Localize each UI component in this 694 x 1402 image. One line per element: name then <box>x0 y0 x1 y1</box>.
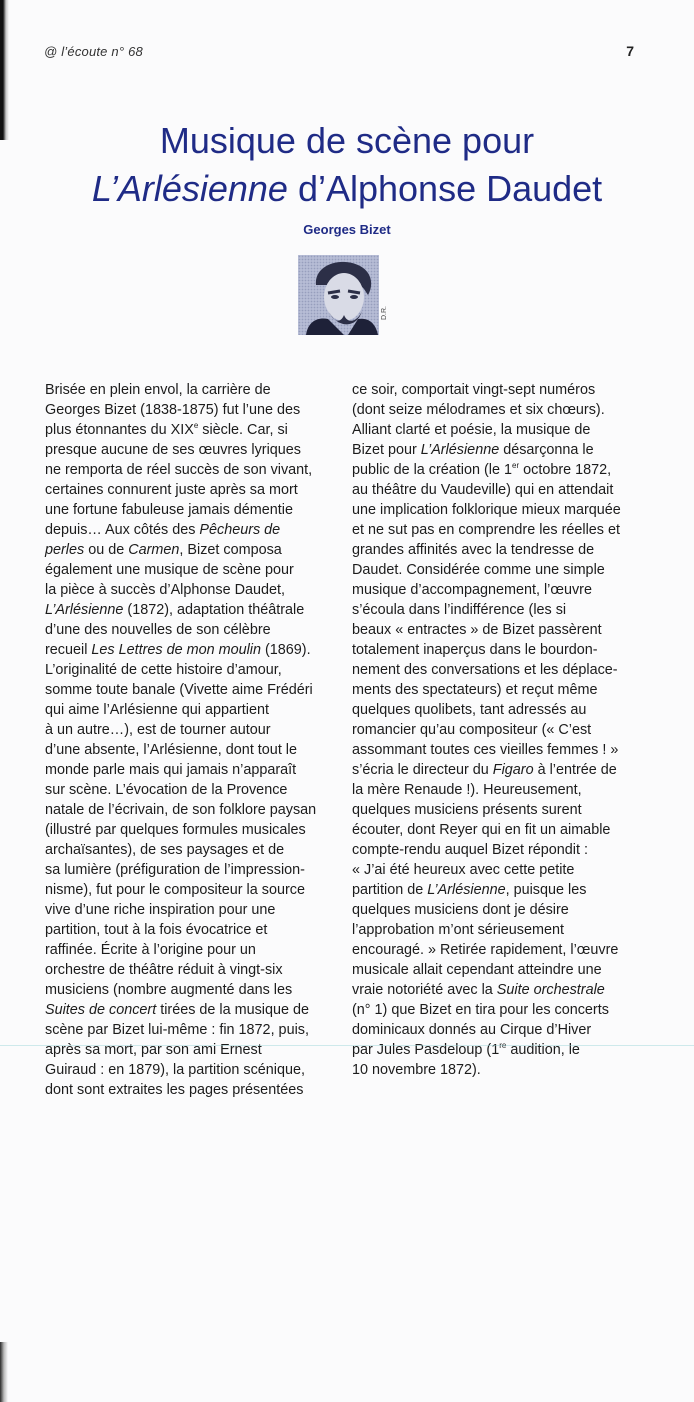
text-line <box>45 1080 330 1100</box>
text-run: public de la création (le 1 <box>352 462 512 478</box>
text-run: s’écoula dans l’indifférence (les si <box>352 602 567 618</box>
text-run: ou de <box>84 542 129 558</box>
text-line <box>45 620 330 640</box>
text-run: orchestre de théâtre réduit à vingt-six <box>45 962 283 978</box>
text-run: désarçonna le <box>499 442 594 458</box>
text-line <box>352 1040 652 1060</box>
text-line <box>45 720 330 740</box>
text-line <box>352 880 652 900</box>
text-run: compte-rendu auquel Bizet répondit : <box>352 842 588 858</box>
text-run: vraie notoriété avec la <box>352 982 497 998</box>
text-run: plus étonnantes du XIX <box>45 422 194 438</box>
text-line <box>352 400 652 420</box>
text-line <box>45 680 330 700</box>
text-run: une implication folklorique mieux marquée <box>352 502 621 518</box>
italic-title: L’Arlésienne <box>420 442 500 458</box>
text-run: somme toute banale (Vivette aime Frédéri <box>45 682 313 698</box>
text-line <box>45 900 330 920</box>
italic-title: perles <box>45 542 85 558</box>
running-head: @ l’écoute n° 68 <box>44 44 143 59</box>
text-run: (1872), adaptation théâtrale <box>123 602 305 618</box>
italic-title: Figaro <box>492 762 534 778</box>
text-line <box>352 420 652 440</box>
text-line <box>45 400 330 420</box>
text-line <box>45 380 330 400</box>
text-run: Brisée en plein envol, la carrière de <box>45 382 271 398</box>
text-run: à l’entrée de <box>533 762 617 778</box>
text-line <box>352 440 652 460</box>
article-title-line1: Musique de scène pour <box>159 120 535 161</box>
composer-portrait <box>298 255 379 335</box>
superscript: e <box>193 421 199 430</box>
text-run: l’approbation m’ont sérieusement <box>352 922 564 938</box>
text-run: quelques musiciens présents surent <box>352 802 582 818</box>
text-run: également une musique de scène pour <box>45 562 294 578</box>
text-line <box>45 500 330 520</box>
text-line <box>352 680 652 700</box>
text-run: (1869). <box>260 642 311 658</box>
text-line <box>352 800 652 820</box>
text-line <box>352 720 652 740</box>
text-line <box>352 620 652 640</box>
text-line <box>45 440 330 460</box>
text-run: quelques musiciens dont je désire <box>352 902 569 918</box>
text-run: , puisque les <box>505 882 587 898</box>
text-run: d’une des nouvelles de son célèbre <box>45 622 271 638</box>
text-run: certaines connurent juste après sa mort <box>45 482 298 498</box>
text-run: encouragé. » Retirée rapidement, l’œuvre <box>352 942 619 958</box>
text-run: totalement inaperçus dans le bourdon- <box>352 642 598 658</box>
title-rest: d’Alphonse Daudet <box>287 168 603 209</box>
superscript: re <box>499 1041 507 1050</box>
text-run: nisme), fut pour le compositeur la source <box>45 882 305 898</box>
italic-title: Les Lettres de mon moulin <box>91 642 261 658</box>
text-line <box>45 920 330 940</box>
italic-title: Suites de concert <box>45 1002 157 1018</box>
text-column-left <box>45 380 330 1100</box>
text-run: raffinée. Écrite à l’origine pour un <box>45 942 256 958</box>
text-run: « J’ai été heureux avec cette petite <box>352 862 575 878</box>
text-line <box>45 600 330 620</box>
text-line <box>45 940 330 960</box>
text-line <box>352 1000 652 1020</box>
text-run: sur scène. L’évocation de la Provence <box>45 782 288 798</box>
text-run: une fortune fabuleuse jamais démentie <box>45 502 293 518</box>
text-run: et ne sut pas en comprendre les réelles et <box>352 522 620 538</box>
text-run: nement des conversations et les déplace- <box>352 662 618 678</box>
text-run: la pièce à succès d’Alphonse Daudet, <box>45 582 285 598</box>
text-line <box>45 480 330 500</box>
text-line <box>352 500 652 520</box>
text-run: au théâtre du Vaudeville) qui en attendait <box>352 482 614 498</box>
scan-line <box>0 1045 694 1046</box>
text-run: Daudet. Considérée comme une simple <box>352 562 605 578</box>
text-run: dont sont extraites les pages présentées <box>45 1082 304 1098</box>
text-run: musique d’accompagnement, l’œuvre <box>352 582 592 598</box>
text-run: quelques quolibets, tant adressés au <box>352 702 587 718</box>
text-line <box>352 960 652 980</box>
text-line <box>352 580 652 600</box>
text-run: d’une absente, l’Arlésienne, dont tout le <box>45 742 298 758</box>
text-run: grandes affinités avec la tendresse de <box>352 542 595 558</box>
italic-title: Carmen <box>128 542 180 558</box>
text-line <box>352 940 652 960</box>
text-run: L’originalité de cette histoire d’amour, <box>45 662 282 678</box>
text-run: Georges Bizet (1838-1875) fut l’une des <box>45 402 301 418</box>
text-line <box>352 860 652 880</box>
text-run: beaux « entractes » de Bizet passèrent <box>352 622 602 638</box>
text-line <box>352 560 652 580</box>
text-run: qui aime l’Arlésienne qui appartient <box>45 702 269 718</box>
text-run: octobre 1872, <box>519 462 612 478</box>
text-run: assommant toutes ces vieilles femmes ! » <box>352 742 619 758</box>
text-run: recueil <box>45 642 92 658</box>
text-run: sa lumière (préfiguration de l’impression- <box>45 862 305 878</box>
text-line <box>45 640 330 660</box>
text-line <box>352 600 652 620</box>
text-run: depuis… Aux côtés des <box>45 522 200 538</box>
text-line <box>45 560 330 580</box>
text-run: scène par Bizet lui-même : fin 1872, puis, <box>45 1022 309 1038</box>
text-run: siècle. Car, si <box>198 422 288 438</box>
italic-title: Pêcheurs de <box>199 522 281 538</box>
text-line <box>45 840 330 860</box>
italic-title: Suite orchestrale <box>496 982 605 998</box>
scan-edge-bottom <box>0 1342 8 1402</box>
text-run: par Jules Pasdeloup (1 <box>352 1042 500 1058</box>
italic-title: L’Arlésienne <box>45 602 124 618</box>
text-run: (n° 1) que Bizet en tira pour les concerts <box>352 1002 609 1018</box>
text-run: 10 novembre 1872). <box>352 1062 481 1078</box>
superscript: er <box>512 461 520 470</box>
text-line <box>352 980 652 1000</box>
text-line <box>352 460 652 480</box>
text-run: presque aucune de ses œuvres lyriques <box>45 442 301 458</box>
text-line <box>352 660 652 680</box>
text-line <box>352 480 652 500</box>
text-line <box>45 1000 330 1020</box>
text-line <box>352 520 652 540</box>
text-line <box>352 540 652 560</box>
text-run: romancier qu’au compositeur (« C’est <box>352 722 592 738</box>
text-line <box>45 420 330 440</box>
text-run: partition de <box>352 882 428 898</box>
title-work-name: L’Arlésienne <box>91 168 288 209</box>
text-line <box>45 1020 330 1040</box>
text-run: s’écria le directeur du <box>352 762 493 778</box>
text-run: ments des spectateurs) et reçut même <box>352 682 598 698</box>
text-run: dominicaux donnés au Cirque d’Hiver <box>352 1022 592 1038</box>
text-line <box>45 700 330 720</box>
photo-credit: D.R. <box>381 306 388 320</box>
text-line <box>45 820 330 840</box>
text-line <box>45 740 330 760</box>
text-line <box>352 1020 652 1040</box>
text-line <box>352 840 652 860</box>
italic-title: L’Arlésienne <box>427 882 506 898</box>
text-run: vive d’une riche inspiration pour une <box>45 902 276 918</box>
text-line <box>45 1060 330 1080</box>
composer-name: Georges Bizet <box>303 222 391 237</box>
text-run: Guiraud : en 1879), la partition scénique, <box>45 1062 305 1078</box>
text-run: Alliant clarté et poésie, la musique de <box>352 422 591 438</box>
text-run: ne remporta de réel succès de son vivant, <box>45 462 313 478</box>
text-run: tirées de la musique de <box>156 1002 309 1018</box>
text-run: (illustré par quelques formules musicales <box>45 822 306 838</box>
text-line <box>45 980 330 1000</box>
text-run: musiciens (nombre augmenté dans les <box>45 982 293 998</box>
text-line <box>352 640 652 660</box>
text-run: ce soir, comportait vingt-sept numéros <box>352 382 596 398</box>
article-title-line2 <box>0 166 694 212</box>
text-column-right <box>352 380 652 1080</box>
text-line <box>45 780 330 800</box>
text-line <box>352 920 652 940</box>
text-line <box>352 380 652 400</box>
text-line <box>45 960 330 980</box>
text-run: (dont seize mélodrames et six chœurs). <box>352 402 605 418</box>
text-line <box>352 820 652 840</box>
text-line <box>45 860 330 880</box>
text-run: Bizet pour <box>352 442 421 458</box>
text-line <box>45 660 330 680</box>
text-line <box>352 900 652 920</box>
text-line <box>352 780 652 800</box>
text-run: audition, le <box>506 1042 580 1058</box>
text-line <box>352 760 652 780</box>
text-line <box>45 800 330 820</box>
text-run: musicale allait cependant atteindre une <box>352 962 602 978</box>
text-run: la mère Renaude !). Heureusement, <box>352 782 582 798</box>
text-run: à un autre…), est de tourner autour <box>45 722 271 738</box>
text-line <box>352 700 652 720</box>
text-run: archaïsantes), de ses paysages et de <box>45 842 285 858</box>
text-line <box>45 760 330 780</box>
text-line <box>45 460 330 480</box>
text-line <box>45 1040 330 1060</box>
text-run: monde parle mais qui jamais n’apparaît <box>45 762 297 778</box>
text-line <box>45 880 330 900</box>
page-number: 7 <box>626 43 634 59</box>
text-run: après sa mort, par son ami Ernest <box>45 1042 262 1058</box>
text-line <box>352 1060 652 1080</box>
text-line <box>352 740 652 760</box>
text-run: natale de l’écrivain, de son folklore paysan <box>45 802 317 818</box>
text-run: , Bizet composa <box>179 542 282 558</box>
text-line <box>45 520 330 540</box>
text-run: partition, tout à la fois évocatrice et <box>45 922 268 938</box>
text-line <box>45 580 330 600</box>
text-line <box>45 540 330 560</box>
text-run: écouter, dont Reyer qui en fit un aimable <box>352 822 611 838</box>
